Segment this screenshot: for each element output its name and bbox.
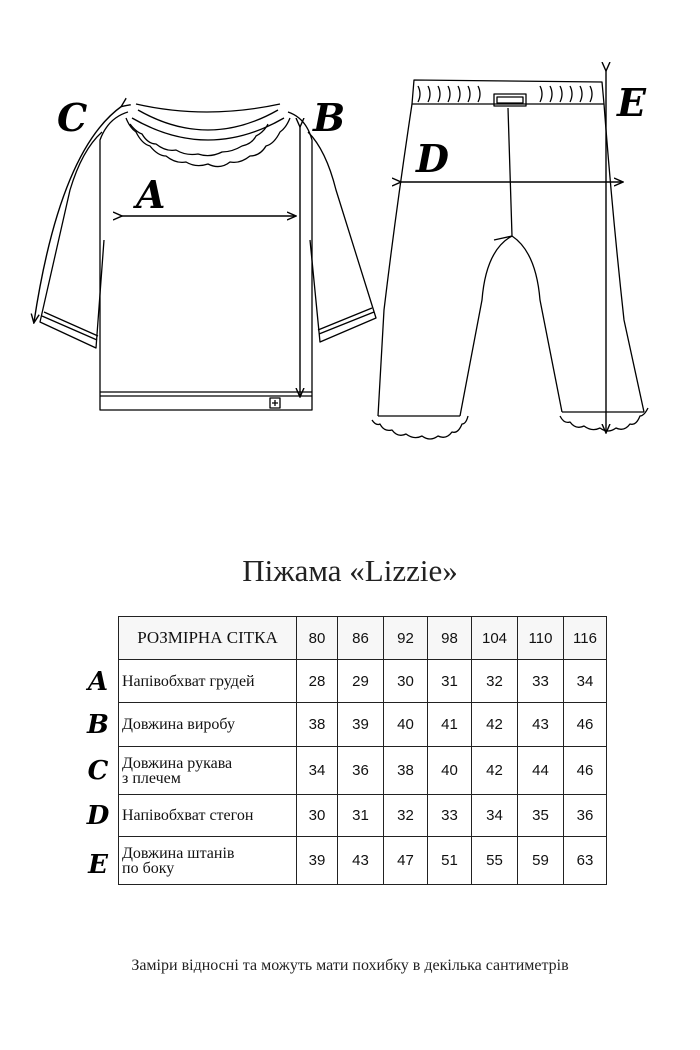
- table-cell: 42: [472, 703, 518, 747]
- page-title: Піжама «Lizzie»: [242, 553, 458, 588]
- table-cell: 28: [297, 660, 338, 703]
- table-cell: 34: [297, 747, 338, 795]
- table-cell: 29: [338, 660, 384, 703]
- table-cell: 40: [384, 703, 428, 747]
- table-cell: 36: [338, 747, 384, 795]
- table-cell: 30: [297, 795, 338, 837]
- table-cell: 31: [428, 660, 472, 703]
- table-cell: 42: [472, 747, 518, 795]
- table-cell: 47: [384, 837, 428, 885]
- table-cell: 39: [338, 703, 384, 747]
- row-label: Довжина рукава з плечем: [119, 747, 297, 795]
- row-label: Довжина штанів по боку: [119, 837, 297, 885]
- table-cell: 59: [518, 837, 564, 885]
- table-cell: 39: [297, 837, 338, 885]
- letter-a: A: [136, 172, 166, 217]
- size-table: [118, 616, 607, 885]
- table-cell: 43: [338, 837, 384, 885]
- table-row: [119, 703, 607, 747]
- table-cell: 55: [472, 837, 518, 885]
- table-cell: 40: [428, 747, 472, 795]
- table-cell: 44: [518, 747, 564, 795]
- table-cell: 30: [384, 660, 428, 703]
- table-cell: 32: [384, 795, 428, 837]
- table-cell: 34: [472, 795, 518, 837]
- table-cell: 43: [518, 703, 564, 747]
- table-cell: 63: [564, 837, 607, 885]
- table-header-row: [119, 617, 607, 660]
- table-cell: 41: [428, 703, 472, 747]
- table-cell: 36: [564, 795, 607, 837]
- disclaimer-note: Заміри відносні та можуть мати похибку в декілька сантиметрів: [131, 957, 569, 974]
- row-label: Напівобхват грудей: [119, 660, 297, 703]
- letter-b: B: [313, 95, 346, 140]
- size-illustration: [0, 0, 700, 470]
- table-row: [119, 837, 607, 885]
- table-cell: 38: [384, 747, 428, 795]
- size-header: 116: [564, 617, 607, 660]
- row-letter-d: D: [86, 801, 110, 831]
- table-cell: 33: [518, 660, 564, 703]
- size-header: 104: [472, 617, 518, 660]
- row-label: Довжина виробу: [119, 703, 297, 747]
- table-cell: 51: [428, 837, 472, 885]
- row-letter-b: B: [87, 710, 109, 740]
- table-cell: 38: [297, 703, 338, 747]
- table-cell: 31: [338, 795, 384, 837]
- table-row: [119, 660, 607, 703]
- table-row: [119, 795, 607, 837]
- shirt-drawing: [40, 104, 376, 410]
- table-header-label: РОЗМІРНА СІТКА: [119, 617, 297, 660]
- letter-e: E: [617, 80, 646, 125]
- row-label: Напівобхват стегон: [119, 795, 297, 837]
- size-header: 80: [297, 617, 338, 660]
- table-cell: 35: [518, 795, 564, 837]
- row-letter-c: C: [87, 756, 109, 786]
- table-cell: 32: [472, 660, 518, 703]
- size-header: 86: [338, 617, 384, 660]
- size-header: 110: [518, 617, 564, 660]
- letter-d: D: [416, 136, 449, 181]
- table-cell: 33: [428, 795, 472, 837]
- table-cell: 46: [564, 747, 607, 795]
- row-letter-e: E: [88, 850, 108, 880]
- table-row: [119, 747, 607, 795]
- row-letter-a: A: [87, 667, 109, 697]
- size-header: 98: [428, 617, 472, 660]
- table-cell: 46: [564, 703, 607, 747]
- letter-c: C: [57, 95, 88, 140]
- size-header: 92: [384, 617, 428, 660]
- table-cell: 34: [564, 660, 607, 703]
